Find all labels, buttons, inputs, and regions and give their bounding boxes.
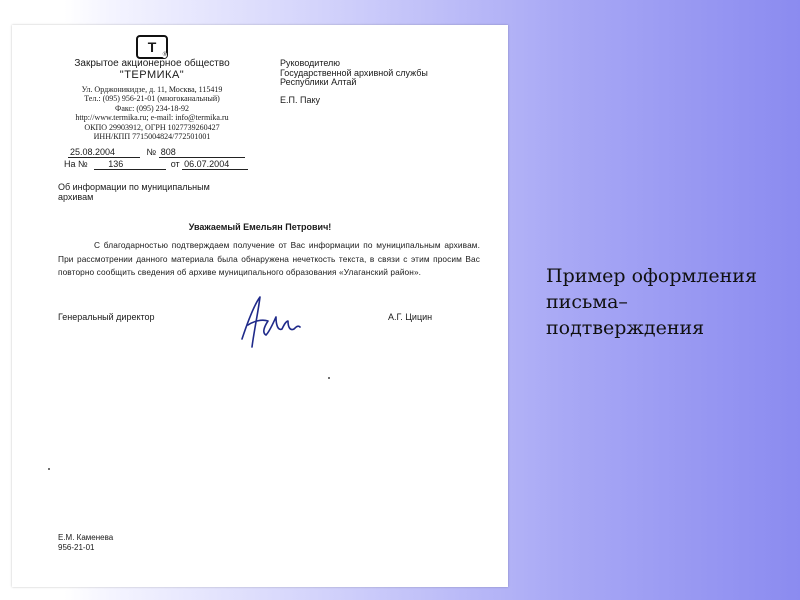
signer-name: А.Г. Цицин (388, 312, 433, 322)
subject-line: архивам (58, 192, 94, 202)
outgoing-ref-line (68, 147, 245, 158)
incoming-ref-line (64, 159, 248, 170)
recipient-block (280, 59, 428, 105)
executor-block (58, 533, 113, 553)
registered-mark: ® (162, 52, 167, 58)
address-line: ИНН/КПП 7715004824/772501001 (93, 132, 211, 142)
company-address-block (52, 85, 252, 141)
number-label: № (146, 147, 157, 157)
address-line: ОКПО 29903912, ОГРН 1027739260427 (84, 122, 220, 132)
executor-name: Е.М. Каменева (58, 533, 114, 542)
in-reply-date: 06.07.2004 (182, 159, 248, 170)
letter-number: 808 (159, 147, 245, 158)
slide-caption: Пример оформления письма–подтверждения (546, 265, 757, 339)
recipient-line: Республики Алтай (280, 77, 357, 87)
scan-speck (48, 468, 50, 470)
address-line: Тел.: (095) 956-21-01 (многоканальный) (84, 94, 220, 104)
letter-date: 25.08.2004 (68, 147, 140, 158)
address-line: http://www.termika.ru; e-mail: info@termika.ru (75, 113, 229, 123)
letter-document (12, 25, 508, 587)
in-reply-label: На № (64, 159, 88, 169)
scan-speck (328, 377, 330, 379)
signer-title: Генеральный директор (58, 312, 155, 322)
executor-phone: 956-21-01 (58, 543, 95, 552)
from-label: от (170, 159, 180, 169)
recipient-line: Руководителю (280, 58, 341, 68)
handwritten-signature (234, 291, 314, 351)
subject-block (58, 182, 258, 202)
recipient-name: Е.П. Паку (280, 94, 320, 105)
greeting: Уважаемый Емельян Петрович! (188, 222, 332, 232)
logo-t-glyph: T (147, 39, 157, 55)
in-reply-number: 136 (94, 159, 166, 170)
letter-body: С благодарностью подтверждаем получение от Вас информации по муниципальным архивам. При рассмотрении данного материала была обнаружена нечеткость текста, в связи с этим просим Вас повторно сообщить сведения об архиве муниципального образования «Улаганский район». (58, 240, 480, 277)
address-line: Ул. Орджоникидзе, д. 11, Москва, 115419 (81, 85, 223, 94)
company-type: Закрытое акционерное общество (74, 58, 230, 69)
subject-line: Об информации по муниципальным (58, 182, 210, 192)
termika-logo (136, 35, 168, 59)
company-name: "ТЕРМИКА" (119, 69, 185, 81)
address-line: Факс: (095) 234-18-92 (115, 103, 189, 113)
recipient-line: Государственной архивной службы (280, 67, 428, 78)
